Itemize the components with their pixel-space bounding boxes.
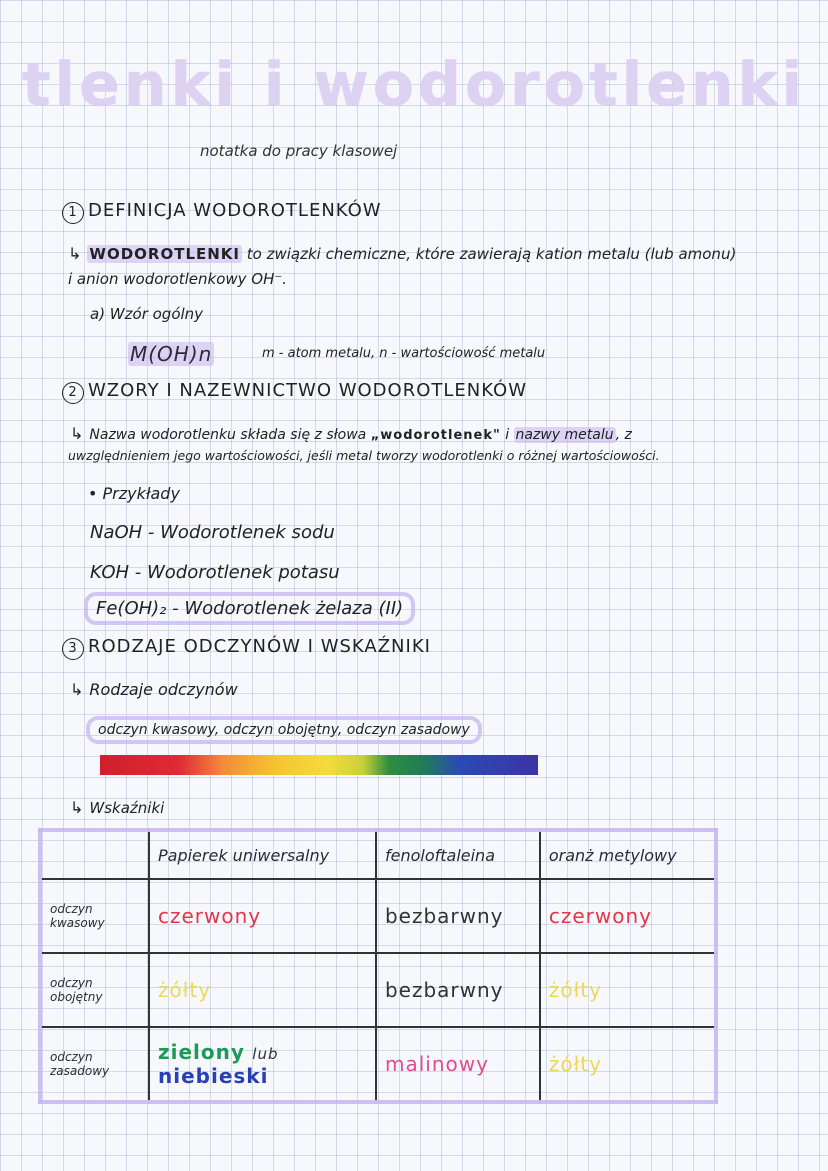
row-label: odczyn obojętny <box>40 953 149 1027</box>
section-1-heading <box>62 200 382 224</box>
general-formula <box>128 342 214 366</box>
ph-color-spectrum <box>100 755 538 775</box>
table-row <box>40 953 716 1027</box>
term-wodorotlenki: WODOROTLENKI <box>89 245 241 263</box>
table-header: Papierek uniwersalny <box>149 830 376 879</box>
color-blue: niebieski <box>158 1064 269 1088</box>
table-cell: czerwony <box>149 879 376 953</box>
example-feoh2: Fe(OH)₂ - Wodorotlenek żelaza (II) <box>84 592 415 625</box>
color-green: zielony <box>158 1040 245 1064</box>
section-2-title: WZORY I NAZEWNICTWO WODOROTLENKÓW <box>88 380 528 401</box>
reaction-types-line: odczyn kwasowy, odczyn obojętny, odczyn zasadowy <box>86 716 482 744</box>
word-lub: lub <box>252 1045 279 1063</box>
definition-line-1 <box>68 244 736 263</box>
section-number-1: 1 <box>62 202 84 224</box>
row-label: odczyn zasadowy <box>40 1027 149 1102</box>
row-label: odczyn kwasowy <box>40 879 149 953</box>
page-subtitle: notatka do pracy klasowej <box>200 142 398 160</box>
examples-label: • Przykłady <box>88 484 180 503</box>
formula-highlight: M(OH)n <box>130 342 213 366</box>
indicators-label: ↳ Wskaźniki <box>70 798 165 817</box>
table-cell: bezbarwny <box>376 879 540 953</box>
section-3-heading <box>62 636 431 660</box>
formula-note: m - atom metalu, n - wartościowość metalu <box>262 346 546 361</box>
general-formula-label: a) Wzór ogólny <box>90 305 204 323</box>
page-title: tlenki i wodorotlenki <box>21 50 807 120</box>
arrow-icon: ↳ <box>70 798 84 817</box>
table-cell: żółty <box>149 953 376 1027</box>
table-cell: czerwony <box>540 879 716 953</box>
reaction-types-label: ↳ Rodzaje odczynów <box>70 680 238 699</box>
table-cell: żółty <box>540 953 716 1027</box>
table-cell: żółty <box>540 1027 716 1102</box>
table-cell: malinowy <box>376 1027 540 1102</box>
table-row <box>40 1027 716 1102</box>
table-header: oranż metylowy <box>540 830 716 879</box>
section-number-2: 2 <box>62 382 84 404</box>
section-3-title: RODZAJE ODCZYNÓW I WSKAŹNIKI <box>88 636 431 657</box>
table-header: fenoloftaleina <box>376 830 540 879</box>
section-1-title: DEFINICJA WODOROTLENKÓW <box>88 200 382 221</box>
arrow-icon: ↳ <box>70 424 84 443</box>
table-cell <box>149 1027 376 1102</box>
definition-line-2: i anion wodorotlenkowy OH⁻. <box>68 270 288 288</box>
indicators-table <box>38 828 718 1104</box>
table-corner <box>40 830 149 879</box>
example-naoh: NaOH - Wodorotlenek sodu <box>90 522 335 543</box>
table-header-row <box>40 830 716 879</box>
arrow-icon: ↳ <box>70 680 84 699</box>
arrow-icon: ↳ <box>68 244 82 263</box>
naming-rule-line-2: uwzględnieniem jego wartościowości, jeśli metal tworzy wodorotlenki o różnej wartościowości. <box>68 448 660 463</box>
definition-text-1: to związki chemiczne, które zawierają kation metalu (lub amonu) <box>246 245 737 263</box>
table-cell: bezbarwny <box>376 953 540 1027</box>
table-row <box>40 879 716 953</box>
section-number-3: 3 <box>62 638 84 660</box>
example-koh: KOH - Wodorotlenek potasu <box>90 562 340 583</box>
naming-rule-line-1: ↳ Nazwa wodorotlenku składa się z słowa „wodorotlenek" i nazwy metalu , z <box>70 424 632 443</box>
section-2-heading <box>62 380 527 404</box>
